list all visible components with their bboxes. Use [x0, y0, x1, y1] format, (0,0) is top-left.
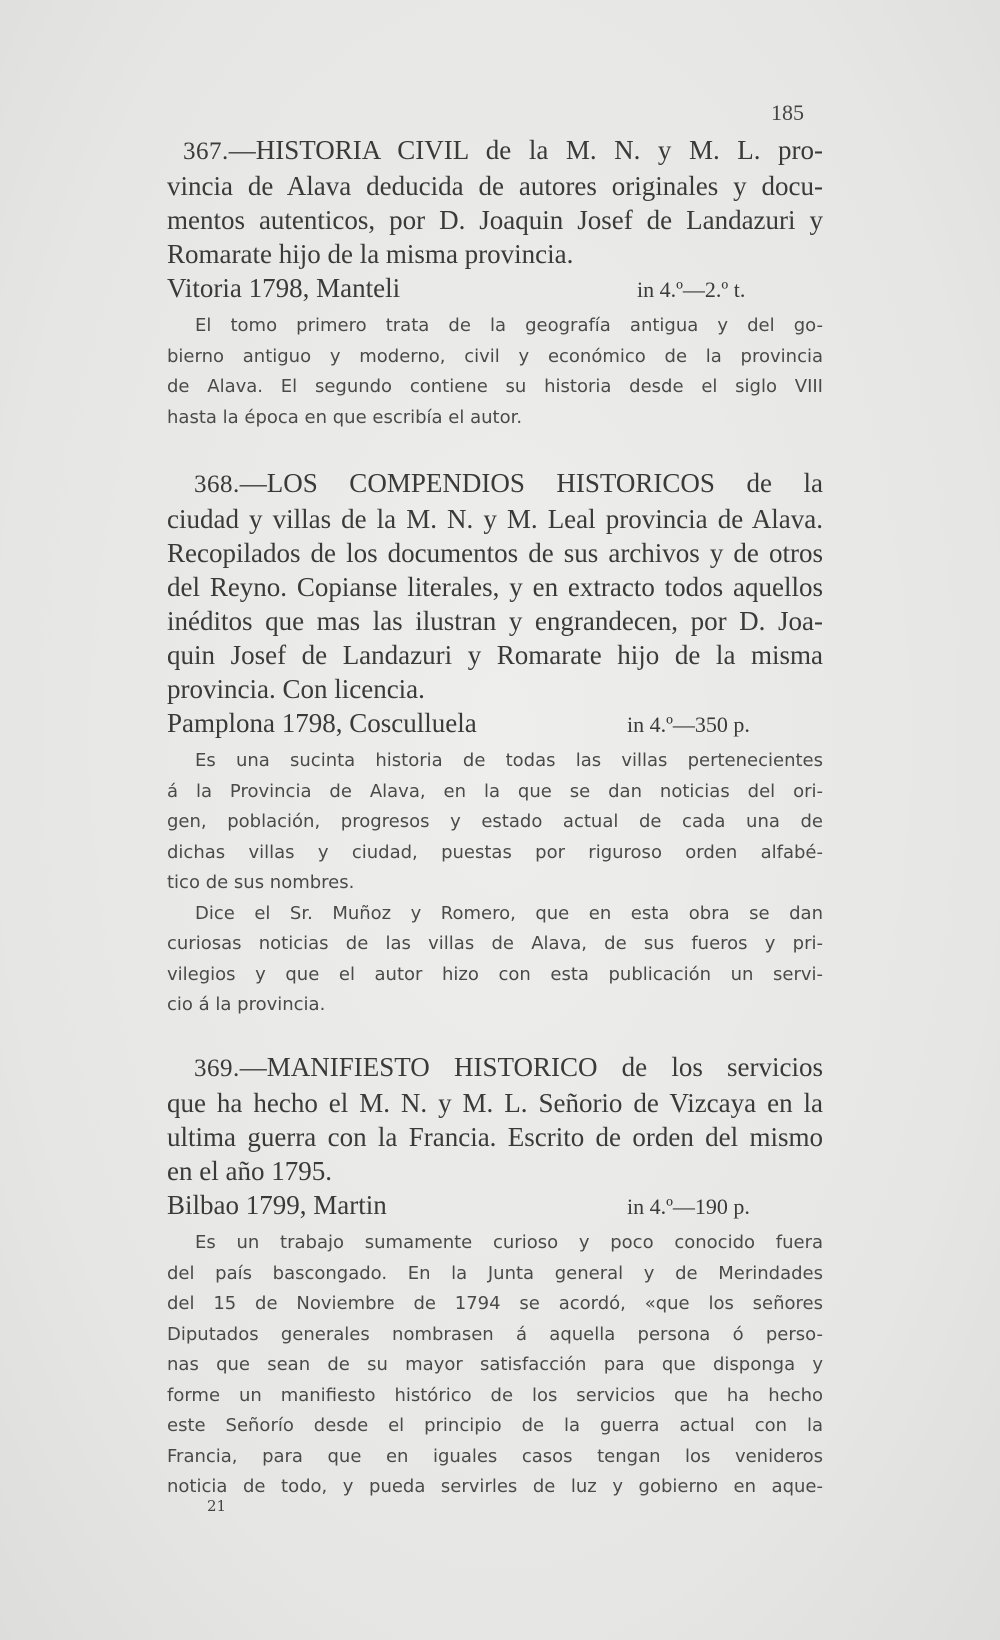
description-line: forme un manifiesto histórico de los servicios que ha hecho — [167, 1384, 823, 1406]
entry-heading-line: 367.—HISTORIA CIVIL de la M. N. y M. L. pro- — [183, 135, 823, 165]
entry-heading-line: ultima guerra con la Francia. Escrito de orden del mismo — [167, 1122, 823, 1152]
entry-imprint: Bilbao 1799, Martin — [167, 1190, 387, 1220]
description-line: gen, población, progresos y estado actual de cada una de — [167, 811, 823, 832]
entry-imprint-row — [167, 1188, 823, 1222]
entry-heading-line: 369.—MANIFIESTO HISTORICO de los servicios — [194, 1052, 823, 1082]
entry-heading-line: Romarate hijo de la misma provincia. — [167, 239, 574, 269]
description-line: Es una sucinta historia de todas las villas pertenecientes — [195, 750, 823, 771]
catalog-entry-369 — [167, 1050, 823, 1503]
entry-imprint: Vitoria 1798, Manteli — [167, 273, 401, 303]
description-line: este Señorío desde el principio de la guerra actual con la — [167, 1415, 823, 1436]
entry-heading-line: provincia. Con licencia. — [167, 674, 425, 704]
entry-description — [167, 746, 823, 1021]
description-line: nas que sean de su mayor satisfacción para que disponga y — [167, 1354, 823, 1375]
description-line: bierno antiguo y moderno, civil y económico de la provincia — [167, 345, 823, 367]
entry-format: in 4.º—350 p. — [627, 712, 750, 737]
entry-description — [167, 311, 823, 433]
entry-number: 367. — [183, 138, 229, 165]
entry-heading-line: ciudad y villas de la M. N. y M. Leal provincia de Alava. — [167, 504, 823, 534]
description-line: del 15 de Noviembre de 1794 se acordó, «que los señores — [167, 1293, 823, 1314]
entry-imprint-row — [167, 271, 823, 305]
entry-heading-line: que ha hecho el M. N. y M. L. Señorio de Vizcaya en la — [167, 1088, 823, 1118]
description-line: El tomo primero trata de la geografía antigua y del go- — [195, 315, 823, 336]
entry-heading-line: del Reyno. Copianse literales, y en extracto todos aquellos — [167, 572, 823, 602]
entry-heading-line: Recopilados de los documentos de sus archivos y de otros — [167, 538, 823, 568]
description-line: hasta la época en que escribía el autor. — [167, 406, 523, 428]
entry-heading-line: en el año 1795. — [167, 1156, 332, 1186]
page-number: 185 — [771, 100, 804, 125]
description-line: tico de sus nombres. — [167, 872, 355, 893]
entry-heading-line: inéditos que mas las ilustran y engrandecen, por D. Joa- — [167, 606, 823, 636]
entry-number: 369. — [194, 1055, 240, 1082]
signature-mark: 21 — [207, 1497, 227, 1515]
description-line: noticia de todo, y pueda servirles de luz y gobierno en aque- — [167, 1476, 823, 1497]
entry-heading-line: vincia de Alava deducida de autores originales y docu- — [167, 171, 823, 201]
description-line: Francia, para que en iguales casos tengan los venideros — [167, 1445, 823, 1467]
catalog-entry-368 — [167, 466, 823, 1021]
entry-number: 368. — [194, 471, 240, 498]
description-line: del país bascongado. En la Junta general y de Merindades — [167, 1262, 823, 1284]
description-line: Es un trabajo sumamente curioso y poco conocido fuera — [195, 1232, 823, 1253]
description-line: vilegios y que el autor hizo con esta publicación un servi- — [167, 963, 823, 985]
catalog-entry-367 — [167, 133, 823, 433]
description-line: Dice el Sr. Muñoz y Romero, que en esta obra se dan — [195, 902, 823, 924]
description-line: dichas villas y ciudad, puestas por riguroso orden alfabé- — [167, 841, 823, 863]
entry-heading-line: 368.—LOS COMPENDIOS HISTORICOS de la — [194, 468, 823, 498]
entry-description — [167, 1228, 823, 1503]
entry-format: in 4.º—2.º t. — [637, 277, 746, 302]
description-line: de Alava. El segundo contiene su historia desde el siglo VIII — [167, 376, 823, 397]
entry-imprint-row — [167, 706, 823, 740]
entry-imprint: Pamplona 1798, Cosculluela — [167, 708, 477, 738]
description-line: curiosas noticias de las villas de Alava, de sus fueros y pri- — [167, 933, 823, 954]
description-line: Diputados generales nombrasen á aquella persona ó perso- — [167, 1323, 823, 1345]
entry-format: in 4.º—190 p. — [627, 1194, 750, 1219]
entry-heading-line: mentos autenticos, por D. Joaquin Josef de Landazuri y — [167, 205, 823, 235]
description-line: cio á la provincia. — [167, 994, 326, 1015]
entry-heading-line: quin Josef de Landazuri y Romarate hijo de la misma — [167, 640, 823, 670]
description-line: á la Provincia de Alava, en la que se dan noticias del ori- — [167, 780, 823, 802]
